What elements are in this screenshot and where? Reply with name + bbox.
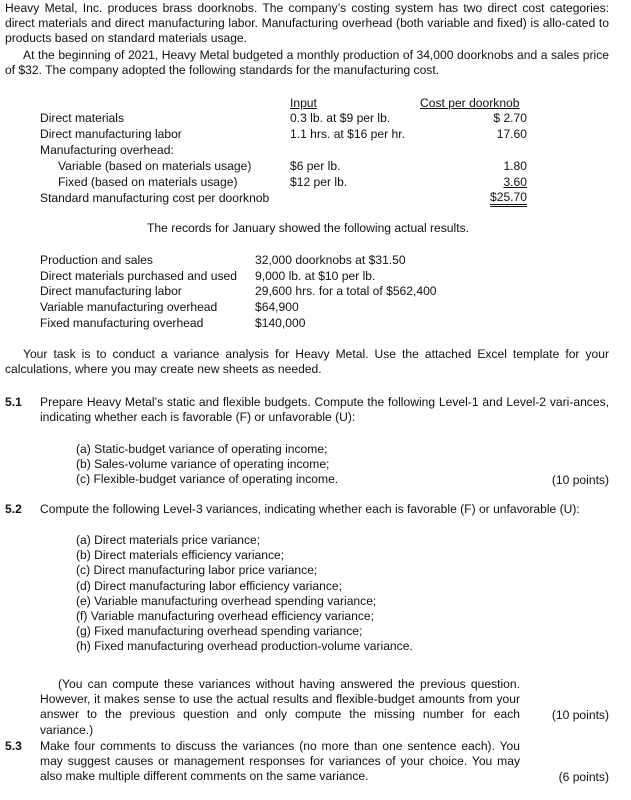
list-item: (g) Fixed manufacturing overhead spending variance; <box>76 624 363 639</box>
standards-row-input: 0.3 lb. at $9 per lb. <box>290 111 391 125</box>
actual-label: Variable manufacturing overhead <box>40 300 218 314</box>
list-item: (c) Direct manufacturing labor price variance; <box>76 563 318 578</box>
list-item: (d) Direct manufacturing labor efficiency variance; <box>76 578 342 593</box>
actual-value: $64,900 <box>255 300 299 314</box>
actual-value: 29,600 hrs. for a total of $562,400 <box>255 284 437 298</box>
standard-cost-total: $25.70 <box>490 191 527 207</box>
points-label: (6 points) <box>558 770 609 784</box>
standards-row-label: Standard manufacturing cost per doorknob <box>40 191 270 205</box>
standards-row-label: Direct materials <box>40 111 125 125</box>
question-number: 5.2 <box>5 502 22 516</box>
header-cost-per-doorknob: Cost per doorknob <box>420 96 520 110</box>
list-item: (e) Variable manufacturing overhead spending variance; <box>76 593 377 608</box>
list-item: (h) Fixed manufacturing overhead production-volume variance. <box>76 639 413 654</box>
header-input: Input <box>290 96 317 110</box>
task-paragraph: Your task is to conduct a variance analysis for Heavy Metal. Use the attached Excel template for your calculations, where you may create new sheets as needed. <box>5 347 609 377</box>
standards-row-cost: $ 2.70 <box>493 111 527 125</box>
list-item: (b) Direct materials efficiency variance; <box>76 548 285 563</box>
intro-paragraph-1: Heavy Metal, Inc. produces brass doorknobs. The company’s costing system has two direct cost categories: direct materials and direct manufacturing labor. Manufacturing overhead (both variable and fixed) is allo-cated to products based on standard materials usage. <box>5 1 609 46</box>
actual-value: $140,000 <box>255 316 306 330</box>
actual-label: Direct materials purchased and used <box>40 269 237 283</box>
question-text: Compute the following Level-3 variances, indicating whether each is favorable (F) or unfavorable (U): <box>40 502 580 516</box>
question-number: 5.1 <box>5 395 22 409</box>
standards-row-label: Variable (based on materials usage) <box>58 159 252 173</box>
standards-row-label: Manufacturing overhead: <box>40 143 174 157</box>
question-text: Make four comments to discuss the variances (no more than one sentence each). You may suggest causes or management responses for variances of your choice. You may also make multiple different comments on the same variance. <box>40 739 520 784</box>
actual-label: Production and sales <box>40 253 153 267</box>
actual-value: 9,000 lb. at $10 per lb. <box>255 269 376 283</box>
points-label: (10 points) <box>551 708 609 722</box>
list-item: (b) Sales-volume variance of operating income; <box>76 457 330 472</box>
question-number: 5.3 <box>5 739 22 753</box>
intro-paragraph-2: At the beginning of 2021, Heavy Metal budgeted a monthly production of 34,000 doorknobs and a sales price of $32. The company adopted the following standards for the manufacturing cost. <box>5 48 609 78</box>
actual-label: Direct manufacturing labor <box>40 284 182 298</box>
list-item: (a) Static-budget variance of operating income; <box>76 442 328 456</box>
actual-label: Fixed manufacturing overhead <box>40 316 204 330</box>
actual-intro: The records for January showed the following actual results. <box>147 221 469 235</box>
standards-row-input: $6 per lb. <box>290 159 341 173</box>
actual-value: 32,000 doorknobs at $31.50 <box>255 253 406 267</box>
standards-row-input: 1.1 hrs. at $16 per hr. <box>290 127 405 141</box>
question-items <box>76 442 338 488</box>
question-text: Prepare Heavy Metal’s static and flexible budgets. Compute the following Level-1 and Level-2 vari-ances, indicating whether each is favorable (F) or unfavorable (U): <box>40 395 609 425</box>
question-note: (You can compute these variances without having answered the previous question. However, it makes sense to use the actual results and flexible-budget amounts from your answer to the previous question and only compute the missing number for each variance.) <box>40 677 520 737</box>
standards-row-cost: 3.60 <box>503 175 527 189</box>
question-items <box>76 533 413 655</box>
standards-row-label: Fixed (based on materials usage) <box>58 175 238 189</box>
standards-row-cost: 1.80 <box>503 159 527 173</box>
points-label: (10 points) <box>551 473 609 487</box>
list-item: (c) Flexible-budget variance of operating income. <box>76 472 339 487</box>
list-item: (f) Variable manufacturing overhead efficiency variance; <box>76 608 375 623</box>
list-item: (a) Direct materials price variance; <box>76 533 261 547</box>
standards-row-input: $12 per lb. <box>290 175 348 189</box>
standards-row-cost: 17.60 <box>496 127 527 141</box>
standards-row-label: Direct manufacturing labor <box>40 127 182 141</box>
